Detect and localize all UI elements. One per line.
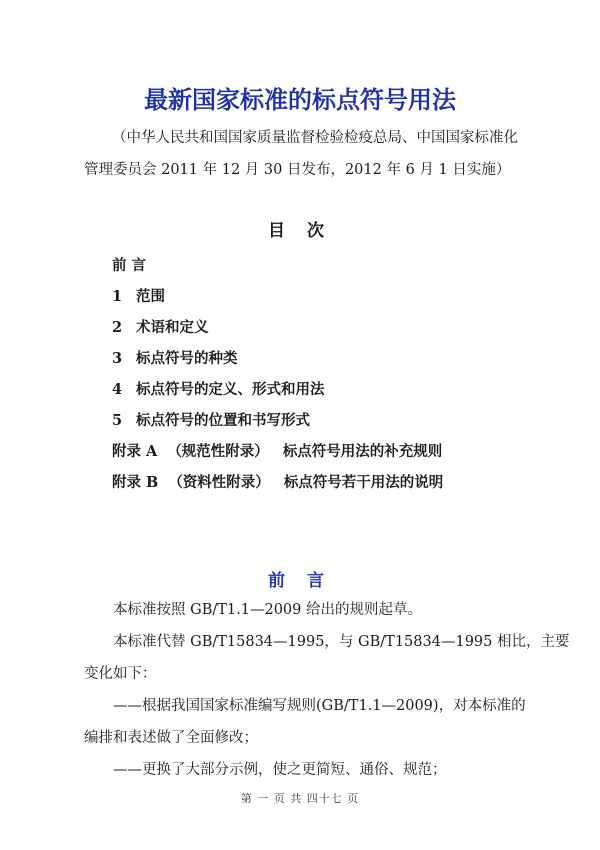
preface-paragraph-2 bbox=[84, 626, 570, 658]
toc-item-appendix-a[interactable] bbox=[112, 436, 443, 467]
toc-item-scope[interactable] bbox=[112, 281, 443, 312]
preface-paragraph-1: 本标准按照 GB/T1.1—2009 给出的规则起草。 bbox=[113, 602, 422, 618]
toc-item-number: 5 bbox=[112, 412, 123, 429]
toc-item-punctuation-types[interactable] bbox=[112, 343, 443, 374]
toc-item-label: 范围 bbox=[136, 288, 165, 305]
toc-item-number: 1 bbox=[112, 288, 123, 305]
toc-item-number: 2 bbox=[112, 319, 123, 336]
toc-item-label: 标点符号的种类 bbox=[136, 350, 238, 367]
document-title: 最新国家标准的标点符号用法 bbox=[144, 85, 456, 114]
preface-paragraph-3-line-2: 编排和表述做了全面修改； bbox=[84, 730, 258, 746]
table-of-contents bbox=[112, 250, 443, 498]
toc-item-number: 附录 A bbox=[112, 443, 158, 460]
preface-body bbox=[84, 594, 570, 786]
preface-paragraph-2-line-1: 本标准代替 GB/T15834—1995，与 GB/T15834—1995 相比，主要 bbox=[113, 634, 570, 650]
toc-item-label: 标点符号的定义、形式和用法 bbox=[136, 381, 325, 398]
page-footer: 第 一 页 共 四十七 页 bbox=[240, 792, 360, 805]
preface-paragraph-2-cont bbox=[84, 658, 516, 690]
toc-item-number: 附录 B bbox=[112, 474, 159, 491]
preface-paragraph-3 bbox=[84, 690, 526, 722]
publication-note-line-2: 管理委员会 2011 年 12 月 30 日发布，2012 年 6 月 1 日实施） bbox=[84, 162, 511, 178]
preface-paragraph-3-cont bbox=[84, 722, 516, 754]
toc-item-label: 标点符号若干用法的说明 bbox=[283, 474, 444, 491]
preface-paragraph-3-line-1: ——根据我国国家标准编写规则(GB/T1.1—2009)，对本标准的 bbox=[113, 698, 526, 714]
publication-note-line-1: （中华人民共和国国家质量监督检验检疫总局、中国国家标准化 bbox=[112, 130, 518, 146]
toc-item-position-writing[interactable] bbox=[112, 405, 443, 436]
preface-paragraph-2-line-2: 变化如下： bbox=[84, 666, 157, 682]
toc-item-label: 前 言 bbox=[112, 257, 147, 274]
toc-item-terms-definitions[interactable] bbox=[112, 312, 443, 343]
toc-item-appendix-b[interactable] bbox=[112, 467, 443, 498]
publication-note bbox=[84, 122, 524, 186]
toc-item-label: 术语和定义 bbox=[136, 319, 209, 336]
toc-item-preface[interactable] bbox=[112, 250, 443, 281]
toc-item-definition-form-usage[interactable] bbox=[112, 374, 443, 405]
toc-item-label: 标点符号用法的补充规则 bbox=[282, 443, 443, 460]
toc-item-number: 3 bbox=[112, 350, 123, 367]
preface-paragraph-4: ——更换了大部分示例，使之更简短、通俗、规范； bbox=[113, 762, 447, 778]
toc-item-number: 4 bbox=[112, 381, 123, 398]
toc-heading: 目 次 bbox=[268, 221, 332, 241]
preface-heading: 前 言 bbox=[268, 571, 332, 591]
toc-item-note: （规范性附录） bbox=[167, 443, 269, 460]
toc-item-note: （资料性附录） bbox=[168, 474, 270, 491]
toc-item-label: 标点符号的位置和书写形式 bbox=[136, 412, 310, 429]
